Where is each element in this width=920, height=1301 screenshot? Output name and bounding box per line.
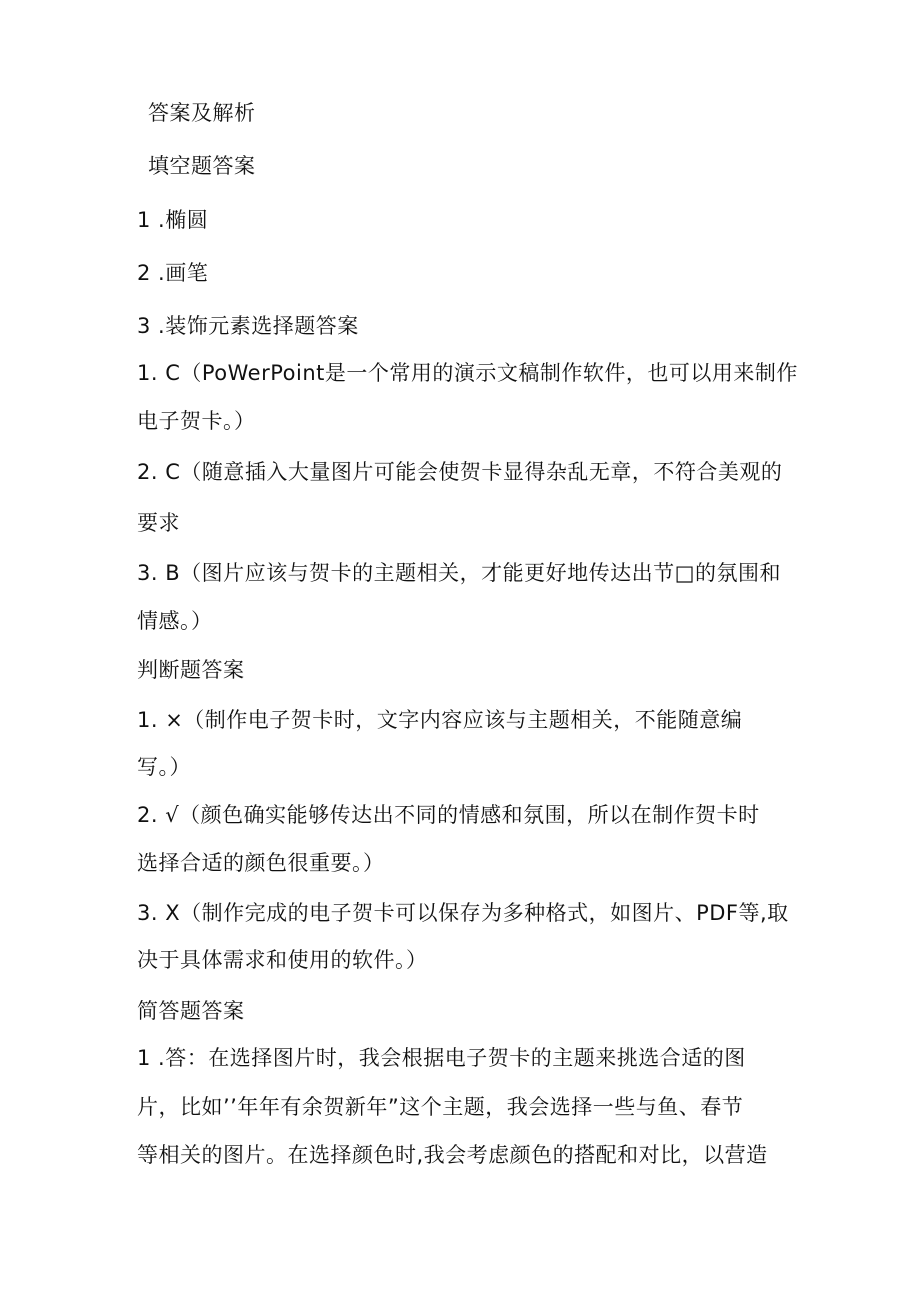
- choice-item-1-line1: 1. C（PoWerPoint是一个常用的演示文稿制作软件，也可以用来制作: [137, 361, 798, 385]
- judge-item-2-line2: 选择合适的颜色很重要。）: [137, 851, 385, 875]
- choice-item-3-line2: 情感。）: [137, 609, 213, 633]
- short-answer-line-3: 等相关的图片。在选择颜色时,我会考虑颜色的搭配和对比，以营造: [137, 1143, 768, 1167]
- fill-blank-item-1: 1 .椭圆: [137, 208, 209, 232]
- short-answer-line-1: 1 .答：在选择图片时，我会根据电子贺卡的主题来挑选合适的图: [137, 1046, 746, 1070]
- document-title: 答案及解析: [148, 101, 256, 125]
- short-answer-line-2: 片，比如’’年年有余贺新年”这个主题，我会选择一些与鱼、春节: [137, 1095, 744, 1119]
- fill-blank-item-3: 3 .装饰元素选择题答案: [137, 314, 359, 338]
- choice-item-3-line1: 3. B（图片应该与贺卡的主题相关，才能更好地传达出节□的氛围和: [137, 561, 781, 585]
- fill-blank-heading: 填空题答案: [148, 154, 256, 178]
- fill-blank-item-2: 2 .画笔: [137, 261, 209, 285]
- short-answer-heading: 简答题答案: [137, 999, 245, 1023]
- judge-item-1-line2: 写。）: [137, 755, 191, 779]
- judge-heading: 判断题答案: [137, 658, 245, 682]
- choice-item-2-line2: 要求: [137, 511, 180, 535]
- judge-item-2-line1: 2. √（颜色确实能够传达出不同的情感和氛围，所以在制作贺卡时: [137, 803, 760, 827]
- judge-item-3-line1: 3. X（制作完成的电子贺卡可以保存为多种格式，如图片、PDF等,取: [137, 901, 789, 925]
- choice-item-2-line1: 2. C（随意插入大量图片可能会使贺卡显得杂乱无章，不符合美观的: [137, 460, 783, 484]
- judge-item-1-line1: 1. ×（制作电子贺卡时，文字内容应该与主题相关，不能随意编: [137, 708, 743, 732]
- judge-item-3-line2: 决于具体需求和使用的软件。）: [137, 948, 428, 972]
- choice-item-1-line2: 电子贺卡。）: [137, 409, 256, 433]
